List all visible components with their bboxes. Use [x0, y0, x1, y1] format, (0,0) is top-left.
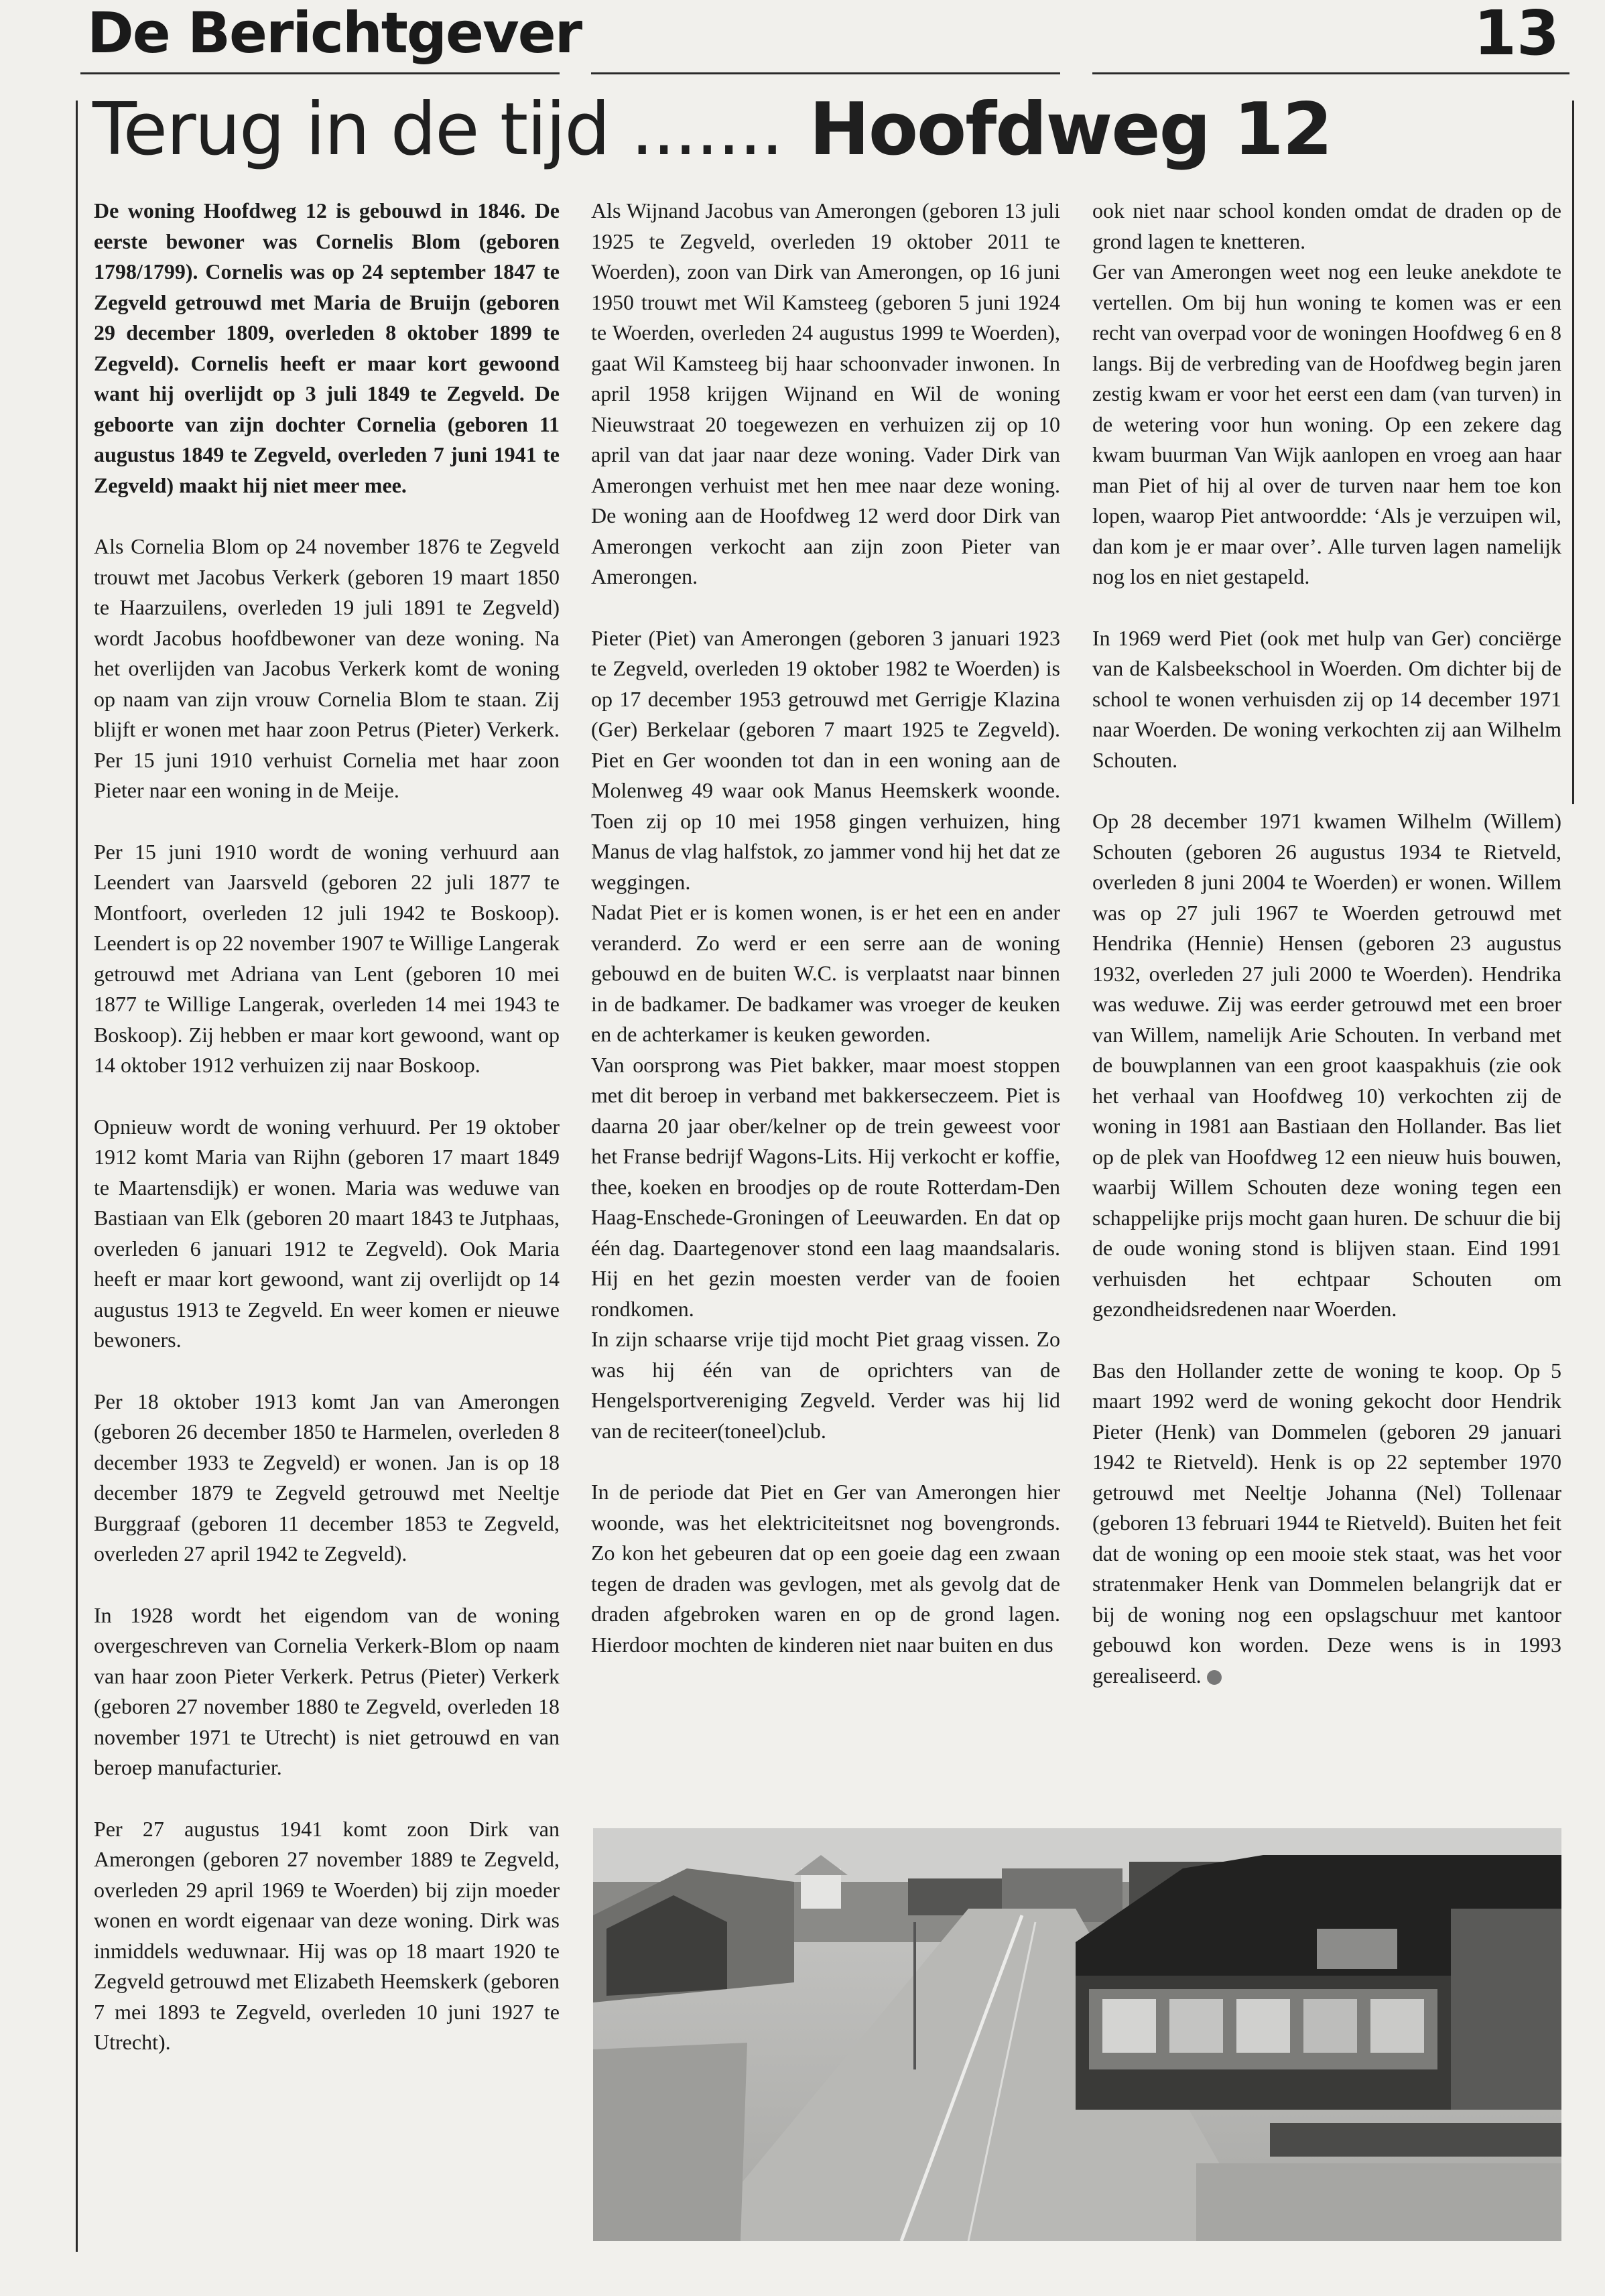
- paragraph: Pieter (Piet) van Amerongen (geboren 3 januari 1923 te Zegveld, overleden 19 oktober 1982 te Woerden) is op 17 december 1953 getrouwd met Gerrigje Klazina (Ger) Berkelaar (geboren 7 maart 1925 te Zegveld). Piet en Ger woonden tot dan in een woning aan de Molenweg 49 waar ook Manus Heemskerk woonde. Toen zij op 10 mei 1958 gingen verhuizen, hing Manus de vlag halfstok, zo jammer vond hij het dat ze weggingen.: [591, 625, 1060, 894]
- street-photo: [593, 1828, 1561, 2241]
- paragraph: Per 15 juni 1910 wordt de woning verhuurd aan Leendert van Jaarsveld (geboren 22 juli 1877 te Montfoort, overleden 12 juli 1942 te Boskoop). Leendert is op 22 november 1907 te Willige Langerak getrouwd met Adriana van Lent (geboren 10 mei 1877 te Willige Langerak, overleden 14 mei 1943 te Boskoop). Zij hebben er maar kort gewoond, want op 14 oktober 1912 verhuizen zij naar Boskoop.: [94, 839, 560, 1077]
- paragraph: Opnieuw wordt de woning verhuurd. Per 19 oktober 1912 komt Maria van Rijhn (geboren 17 maart 1849 te Maartensdijk) er wonen. Maria was weduwe van Bastiaan van Elk (geboren 20 maart 1843 te Jutphaas, overleden 6 januari 1912 te Zegveld). Ook Maria heeft er maar kort gewoond, want zij overlijdt op 14 augustus 1913 te Zegveld. En weer komen er nieuwe bewoners.: [94, 1114, 560, 1352]
- paragraph: Op 28 december 1971 kwamen Wilhelm (Willem) Schouten (geboren 26 augustus 1934 te Rietveld, overleden 8 juni 2004 te Woerden) er wonen. Willem was op 27 juli 1967 te Woerden getrouwd met Hendrika (Hennie) Hensen (geboren 23 augustus 1932, overleden 27 juli 2000 te Woerden). Hendrika was weduwe. Zij was eerder getrouwd met een broer van Willem, namelijk Arie Schouten. In verband met de bouwplannen van een groot kaaspakhuis (zie ook het verhaal van Hoofdweg 10) verkochten zij de woning in 1981 aan Bastiaan den Hollander. Bas liet op de plek van Hoofdweg 12 een nieuw huis bouwen, waarbij Willem Schouten deze woning tegen een schappelijke prijs mocht gaan huren. De schuur die bij de oude woning stond is blijven staan. Eind 1991 verhuisden het echtpaar Schouten om gezondheidsredenen naar Woerden.: [1092, 809, 1561, 1321]
- article-column-1: [94, 196, 560, 2089]
- page-number: 13: [1473, 0, 1559, 69]
- closing-paragraph-text: Bas den Hollander zette de woning te koop. Op 5 maart 1992 werd de woning gekocht door Hendrik Pieter (Henk) van Dommelen (geboren 29 januari 1942 te Rietveld). Henk is op 22 september 1970 getrouwd met Neeltje Johanna (Nel) Tollenaar (geboren 13 februari 1944 te Rietveld). Buiten het feit dat de woning op een mooie stek staat, was het voor stratenmaker Henk van Dommelen belangrijk dat er bij de woning nog een opslagschuur met kantoor gebouwd kon worden. Deze wens is in 1993 gerealiseerd.: [1092, 1358, 1561, 1687]
- end-mark-icon: [1207, 1670, 1222, 1685]
- rule-middle: [591, 72, 1060, 74]
- paragraph: In zijn schaarse vrije tijd mocht Piet graag vissen. Zo was hij één van de oprichters van de Hengelsportvereniging Zegveld. Verder was hij lid van de reciteer(toneel)club.: [591, 1327, 1060, 1443]
- lead-paragraph: De woning Hoofdweg 12 is gebouwd in 1846. De eerste bewoner was Cornelis Blom (geboren 1798/1799). Cornelis was op 24 september 1847 te Zegveld getrouwd met Maria de Bruijn (geboren 29 december 1809, overleden 8 oktober 1899 te Zegveld). Cornelis heeft er maar kort gewoond want hij overlijdt op 3 juli 1849 te Zegveld. De geboorte van zijn dochter Cornelia (geboren 11 augustus 1849 te Zegveld, overleden 7 juni 1941 te Zegveld) maakt hij niet meer mee.: [94, 198, 560, 497]
- article-column-3: [1092, 196, 1561, 1722]
- rule-left: [80, 72, 560, 74]
- paragraph: [1092, 1356, 1561, 1692]
- paragraph: Per 18 oktober 1913 komt Jan van Amerongen (geboren 26 december 1850 te Harmelen, overleden 8 december 1933 te Zegveld) er wonen. Jan is op 18 december 1879 te Zegveld getrouwd met Neeltje Burggraaf (geboren 11 december 1853 te Zegveld, overleden 27 april 1942 te Zegveld).: [94, 1389, 560, 1566]
- paragraph: Als Wijnand Jacobus van Amerongen (geboren 13 juli 1925 te Zegveld, overleden 19 oktober 2011 te Woerden), zoon van Dirk van Amerongen, op 16 juni 1950 trouwt met Wil Kamsteeg (geboren 5 juni 1924 te Woerden, overleden 24 augustus 1999 te Woerden), gaat Wil Kamsteeg bij haar schoonvader inwonen. In april 1958 krijgen Wijnand en Wil de woning Nieuwstraat 20 toegewezen en verhuizen zij op 10 april van dat jaar naar deze woning. Vader Dirk van Amerongen verhuist met hen mee naar deze woning. De woning aan de Hoofdweg 12 werd door Dirk van Amerongen verkocht aan zijn zoon Pieter van Amerongen.: [591, 198, 1060, 588]
- rule-right: [1092, 72, 1569, 74]
- left-border: [76, 101, 78, 2252]
- paragraph: Van oorsprong was Piet bakker, maar moest stoppen met dit beroep in verband met bakkerseczeem. Piet is daarna 20 jaar ober/kelner op de trein geweest voor het Franse bedrijf Wagons-Lits. Hij verkocht er koffie, thee, koeken en broodjes op de route Rotterdam-Den Haag-Enschede-Groningen of Leeuwarden. En dat op één dag. Daartegenover stond een laag maandsalaris. Hij en het gezin moesten verder van de fooien rondkomen.: [591, 1052, 1060, 1321]
- headline-light: Terug in de tijd .......: [92, 88, 783, 172]
- paragraph: Als Cornelia Blom op 24 november 1876 te Zegveld trouwt met Jacobus Verkerk (geboren 19 maart 1850 te Haarzuilens, overleden 19 juli 1891 te Zegveld) wordt Jacobus hoofdbewoner van deze woning. Na het overlijden van Jacobus Verkerk komt de woning op naam van zijn vrouw Cornelia Blom te staan. Zij blijft er wonen met haar zoon Petrus (Pieter) Verkerk. Per 15 juni 1910 verhuist Cornelia met haar zoon Pieter naar een woning in de Meije.: [94, 534, 560, 802]
- paragraph: Ger van Amerongen weet nog een leuke anekdote te vertellen. Om bij hun woning te komen was er een recht van overpad voor de woningen Hoofdweg 6 en 8 langs. Bij de verbreding van de Hoofdweg begin jaren zestig kwam er voor het eerst een dam (van turven) in de wetering voor hun woning. Op een zekere dag kwam buurman Van Wijk aanlopen en vroeg aan haar man Piet of hij al over de turven naar hem toe kon lopen, waarop Piet antwoordde: ‘Als je verzuipen wil, dan kom je er maar over’. Alle turven lagen namelijk nog los en niet gestapeld.: [1092, 259, 1561, 588]
- paragraph: In 1928 wordt het eigendom van de woning overgeschreven van Cornelia Verkerk-Blom op naam van haar zoon Pieter Verkerk. Petrus (Pieter) Verkerk (geboren 27 november 1880 te Zegveld, overleden 18 november 1971 te Utrecht) is niet getrouwd en van beroep manufacturier.: [94, 1602, 560, 1779]
- paragraph: In 1969 werd Piet (ook met hulp van Ger) conciërge van de Kalsbeekschool in Woerden. Om dichter bij de school te wonen verhuisden zij op 14 december 1971 naar Woerden. De woning verkochten zij aan Wilhelm Schouten.: [1092, 625, 1561, 772]
- headline-bold: Hoofdweg 12: [809, 88, 1332, 172]
- masthead-title: De Berichtgever: [87, 0, 582, 66]
- article-column-2: [591, 196, 1060, 1691]
- article-headline: [92, 88, 1332, 172]
- paragraph: In de periode dat Piet en Ger van Amerongen hier woonde, was het elektriciteitsnet nog bovengronds. Zo kon het gebeuren dat op een goeie dag een zwaan tegen de draden was gevlogen, met als gevolg dat de draden afgebroken waren en op de grond lagen. Hierdoor mochten de kinderen niet naar buiten en dus: [591, 1480, 1060, 1657]
- paragraph: Nadat Piet er is komen wonen, is er het een en ander veranderd. Zo werd er een serre aan de woning gebouwd en de buiten W.C. is verplaatst naar binnen in de badkamer. De badkamer was vroeger de keuken en de achterkamer is keuken geworden.: [591, 900, 1060, 1046]
- paragraph: ook niet naar school konden omdat de draden op de grond lagen te knetteren.: [1092, 198, 1561, 253]
- paragraph: Per 27 augustus 1941 komt zoon Dirk van Amerongen (geboren 27 november 1889 te Zegveld, overleden 29 april 1969 te Woerden) bij zijn moeder wonen en wordt eigenaar van deze woning. Dirk was inmiddels weduwnaar. Hij was op 18 maart 1920 te Zegveld getrouwd met Elizabeth Heemskerk (geboren 7 mei 1893 te Zegveld, overleden 10 juni 1927 te Utrecht).: [94, 1816, 560, 2054]
- right-border: [1572, 101, 1574, 804]
- street-photo-image: [593, 1828, 1561, 2241]
